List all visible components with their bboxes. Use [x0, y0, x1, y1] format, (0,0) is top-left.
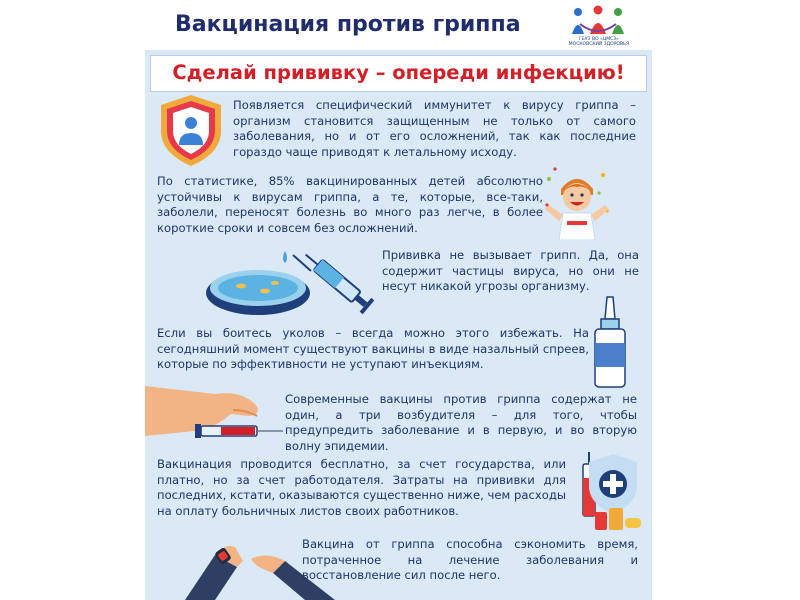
paragraph-free-vaccination: Вакцинация проводится бесплатно, за счет государства, или платно, но за счет работодателя. Затраты на прививки для последних, кстати, оказываются существенно ниже, чем расходы на оплату больничных листов своих работников.: [157, 457, 566, 518]
slogan-banner: [150, 55, 647, 92]
paragraph-no-flu: Прививка не вызывает грипп. Да, она содержит частицы вируса, но они не несут никакой угрозы организму.: [382, 248, 639, 293]
header-bar: [145, 0, 652, 50]
petri-dish-syringe-icon: [203, 243, 378, 323]
paragraph-three-strains: Современные вакцины против гриппа содержат не один, а три возбудителя – для того, чтобы предупредить заболевание и в первую, и во вторую волну эпидемии.: [285, 392, 637, 453]
paragraph-nasal-spray: Если вы боитесь уколов – всегда можно этого избежать. На сегодняшний момент существуют вакцины в виде назальный спреев, которые по эффективности не уступают инъекциям.: [157, 326, 589, 371]
slogan-text: Сделай прививку – опереди инфекцию!: [172, 61, 625, 84]
paragraph-statistics: По статистике, 85% вакцинированных детей абсолютно устойчивы к вирусам гриппа, а те, которые, все-таки, заболели, переносят болезнь во много раз легче, в более короткие сроки и совсем без осложнений.: [157, 174, 543, 235]
paragraph-save-time: Вакцина от гриппа способна сэкономить время, потраченное на лечение заболевания и восстановление сил после него.: [302, 537, 638, 582]
page-title: Вакцинация против гриппа: [175, 12, 521, 37]
poster: [145, 0, 652, 600]
logo-caption: ГБУЗ ВО «ЦМСЗ» МОСКОВСКИЙ ЗДОРОВЬЯ: [568, 37, 630, 47]
happy-child-icon: [543, 165, 611, 240]
hand-syringe-icon: [145, 380, 285, 448]
shield-person-icon: [157, 93, 225, 168]
paragraph-immunity: Появляется специфический иммунитет к вирусу гриппа – организм становится защищенным не только от самого заболевания, но и от его осложнений, так как последние гораздо чаще приводят к летальному исходу.: [233, 98, 636, 159]
nasal-spray-icon: [591, 295, 629, 390]
medical-shield-icon: [575, 448, 645, 533]
